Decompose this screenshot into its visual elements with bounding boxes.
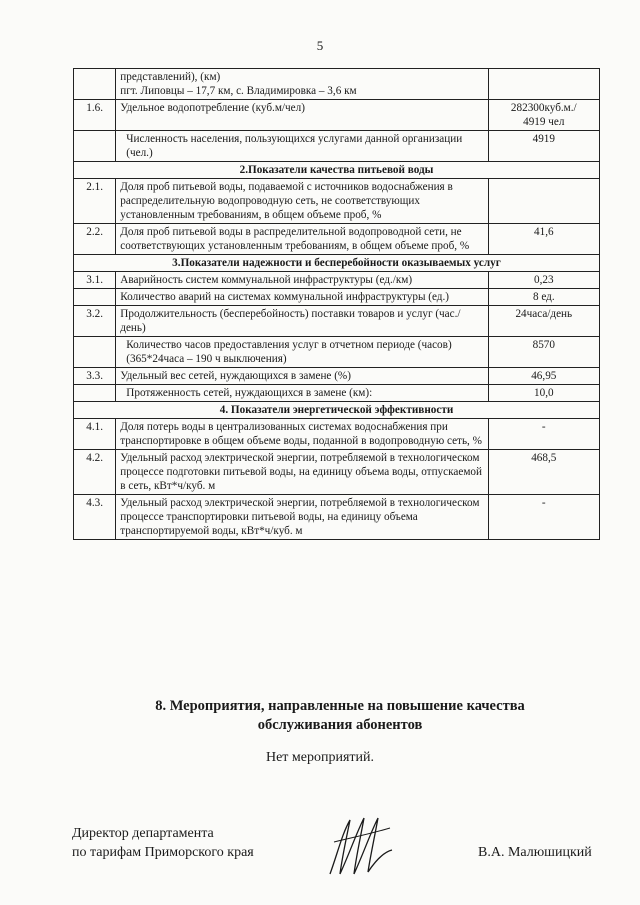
table-section-header	[74, 255, 600, 272]
indicator-description: Удельный расход электрической энергии, потребляемой в технологическом процессе подготовки питьевой воды, на единицу объема воды, отпускаемой в сеть, кВт*ч/куб. м	[116, 450, 488, 495]
section-8-title	[110, 697, 570, 735]
indicator-value: 46,95	[488, 368, 599, 385]
indicator-value: 468,5	[488, 450, 599, 495]
indicator-description: Продолжительность (бесперебойность) поставки товаров и услуг (час./день)	[116, 306, 488, 337]
indicator-value: 8 ед.	[488, 289, 599, 306]
row-number: 4.3.	[74, 495, 116, 540]
handwritten-signature	[320, 812, 400, 882]
table-row	[74, 272, 600, 289]
table-section-header	[74, 162, 600, 179]
indicator-description: Удельный расход электрической энергии, потребляемой в технологическом процессе транспортировки питьевой воды, на единицу объема транспортируемой воды, кВт*ч/куб. м	[116, 495, 488, 540]
indicator-value: 0,23	[488, 272, 599, 289]
row-number: 1.6.	[74, 100, 116, 131]
indicator-description: Численность населения, пользующихся услугами данной организации (чел.)	[116, 131, 488, 162]
table-row	[74, 495, 600, 540]
section-title: 2.Показатели качества питьевой воды	[74, 162, 600, 179]
indicator-description: Доля потерь воды в централизованных системах водоснабжения при транспортировке в общем объеме воды, поданной в водопроводную сеть, %	[116, 419, 488, 450]
indicator-value: 41,6	[488, 224, 599, 255]
table-row	[74, 368, 600, 385]
indicator-description: представлений), (км) пгт. Липовцы – 17,7 км, с. Владимировка – 3,6 км	[116, 69, 488, 100]
indicator-description: Протяженность сетей, нуждающихся в замене (км):	[116, 385, 488, 402]
indicator-value: -	[488, 419, 599, 450]
section-title: 4. Показатели энергетической эффективности	[74, 402, 600, 419]
row-number	[74, 131, 116, 162]
table-row	[74, 131, 600, 162]
table-row	[74, 224, 600, 255]
row-number	[74, 69, 116, 100]
row-number: 3.2.	[74, 306, 116, 337]
row-number: 3.1.	[74, 272, 116, 289]
indicators-table	[73, 68, 600, 540]
row-number: 2.2.	[74, 224, 116, 255]
table-row	[74, 337, 600, 368]
section-8-title-line2: обслуживания абонентов	[257, 717, 423, 733]
row-number: 4.2.	[74, 450, 116, 495]
indicator-value: 10,0	[488, 385, 599, 402]
row-number	[74, 385, 116, 402]
table-row	[74, 100, 600, 131]
row-number	[74, 337, 116, 368]
position-line-1: Директор департамента	[72, 826, 214, 841]
position-line-2: по тарифам Приморского края	[72, 845, 254, 860]
table-row	[74, 306, 600, 337]
indicator-description: Удельное водопотребление (куб.м/чел)	[116, 100, 488, 131]
indicator-description: Аварийность систем коммунальной инфраструктуры (ед./км)	[116, 272, 488, 289]
row-number: 4.1.	[74, 419, 116, 450]
indicator-value: 24часа/день	[488, 306, 599, 337]
indicator-value	[488, 69, 599, 100]
section-8-body: Нет мероприятий.	[265, 750, 375, 765]
row-number	[74, 289, 116, 306]
row-number: 2.1.	[74, 179, 116, 224]
section-title: 3.Показатели надежности и бесперебойности оказываемых услуг	[74, 255, 600, 272]
indicator-description: Доля проб питьевой воды, подаваемой с источников водоснабжения в распределительную водопроводную сеть, не соответствующих установленным требованиям, в общем объеме проб, %	[116, 179, 488, 224]
page-number: 5	[316, 38, 324, 53]
signatory-position	[72, 824, 254, 862]
indicator-description: Доля проб питьевой воды в распределительной водопроводной сети, не соответствующих установленным требованиям, в общем объеме проб, %	[116, 224, 488, 255]
indicator-value: 282300куб.м./ 4919 чел	[488, 100, 599, 131]
table-row	[74, 450, 600, 495]
row-number: 3.3.	[74, 368, 116, 385]
indicator-description: Количество аварий на системах коммунальной инфраструктуры (ед.)	[116, 289, 488, 306]
table-section-header	[74, 402, 600, 419]
table-row	[74, 289, 600, 306]
table-row	[74, 385, 600, 402]
indicator-value: 8570	[488, 337, 599, 368]
table-row	[74, 419, 600, 450]
table-row	[74, 69, 600, 100]
indicator-value: -	[488, 495, 599, 540]
indicator-description: Количество часов предоставления услуг в отчетном периоде (часов) (365*24часа – 190 ч выключения)	[116, 337, 488, 368]
indicator-value	[488, 179, 599, 224]
table-row	[74, 179, 600, 224]
indicator-value: 4919	[488, 131, 599, 162]
section-8-title-line1: 8. Мероприятия, направленные на повышение качества	[155, 698, 525, 714]
signatory-name: В.А. Малюшицкий	[478, 845, 592, 860]
indicator-description: Удельный вес сетей, нуждающихся в замене (%)	[116, 368, 488, 385]
